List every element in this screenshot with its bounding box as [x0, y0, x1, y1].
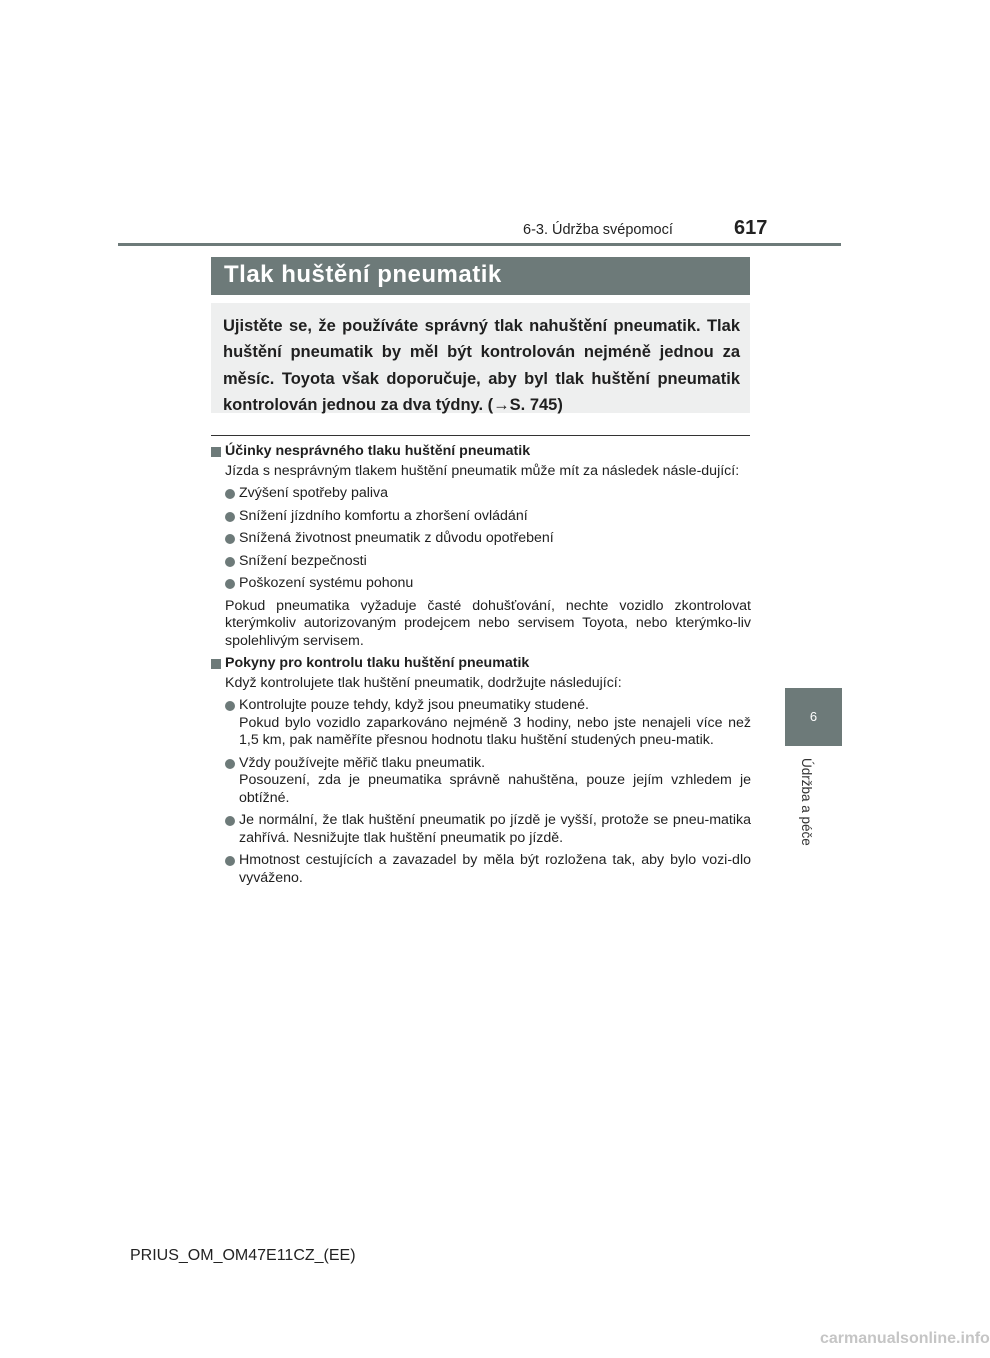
circle-bullet-icon	[225, 489, 235, 499]
paragraph: Pokud pneumatika vyžaduje časté dohušťování, nechte vozidlo zkontrolovat kterýmkoliv autorizovaným prodejcem nebo servisem Toyota, nebo kterýmko-liv spolehlivým servisem.	[225, 597, 751, 649]
page-number: 617	[734, 217, 768, 239]
circle-bullet-icon	[225, 557, 235, 567]
list-item	[211, 697, 751, 750]
intro-box: Ujistěte se, že používáte správný tlak nahuštění pneumatik. Tlak huštění pneumatik by měl být kontrolován nejméně jednou za měsíc. Toyota však doporučuje, aby byl tlak huštění pneumatik kontrolován jednou za dva týdny. (→S. 745)	[211, 303, 750, 413]
circle-bullet-icon	[225, 579, 235, 589]
list-item-detail: Posouzení, zda je pneumatika správně nahuštěna, pouze jejím vzhledem je obtížné.	[239, 772, 751, 806]
list-item	[211, 553, 751, 571]
chapter-title: Údržba a péče	[799, 758, 814, 846]
list-item-detail: Pokud bylo vozidlo zaparkováno nejméně 3 hodiny, nebo jste nenajeli více než 1,5 km, pak naměříte přesnou hodnotu tlaku huštění studených pneu-matik.	[239, 714, 751, 748]
circle-bullet-icon	[225, 512, 235, 522]
list-item	[211, 530, 751, 548]
circle-bullet-icon	[225, 816, 235, 826]
circle-bullet-icon	[225, 856, 235, 866]
chapter-tab[interactable]	[785, 688, 842, 746]
paragraph: Když kontrolujete tlak huštění pneumatik, dodržujte následující:	[225, 674, 622, 691]
list-item-text: Vždy používejte měřič tlaku pneumatik.	[239, 754, 486, 771]
header-rule	[118, 243, 841, 246]
subheading-instructions	[211, 655, 751, 673]
list-item-text: Kontrolujte pouze tehdy, když jsou pneumatiky studené.	[239, 697, 589, 713]
paragraph: Jízda s nesprávným tlakem huštění pneumatik může mít za následek násle-dující:	[225, 462, 740, 479]
subheading-text: Účinky nesprávného tlaku huštění pneumatik	[225, 443, 531, 459]
list-item	[211, 852, 751, 887]
subheading-effects	[211, 443, 751, 461]
chapter-number: 6	[809, 709, 818, 724]
list-item-text: Snížení bezpečnosti	[239, 552, 367, 569]
divider	[211, 435, 750, 436]
square-bullet-icon	[211, 659, 221, 669]
circle-bullet-icon	[225, 534, 235, 544]
header-section-label: 6-3. Údržba svépomocí	[523, 222, 673, 238]
list-item-text: Zvýšení spotřeby paliva	[239, 485, 389, 501]
list-item-text: Hmotnost cestujících a zavazadel by měla být rozložena tak, aby bylo vozi-dlo vyváženo.	[239, 852, 751, 886]
list-item	[211, 508, 751, 526]
document-code: PRIUS_OM_OM47E11CZ_(EE)	[130, 1247, 356, 1264]
list-item-text: Je normální, že tlak huštění pneumatik po jízdě je vyšší, protože se pneu-matika zahřívá. Nesnižujte tlak huštění pneumatik po jízdě.	[239, 812, 751, 846]
watermark: carmanualsonline.info	[820, 1330, 990, 1347]
section-title: Tlak huštění pneumatik	[211, 257, 750, 295]
list-item-text: Poškození systému pohonu	[239, 575, 414, 591]
list-item	[211, 485, 751, 503]
list-item	[211, 575, 751, 593]
circle-bullet-icon	[225, 701, 235, 711]
list-item	[211, 812, 751, 847]
list-item-text: Snížená životnost pneumatik z důvodu opotřebení	[239, 530, 554, 546]
list-item	[211, 755, 751, 808]
content-body	[211, 443, 751, 887]
square-bullet-icon	[211, 447, 221, 457]
subheading-text: Pokyny pro kontrolu tlaku huštění pneumatik	[225, 655, 530, 671]
list-item-text: Snížení jízdního komfortu a zhoršení ovládání	[239, 507, 528, 524]
circle-bullet-icon	[225, 759, 235, 769]
